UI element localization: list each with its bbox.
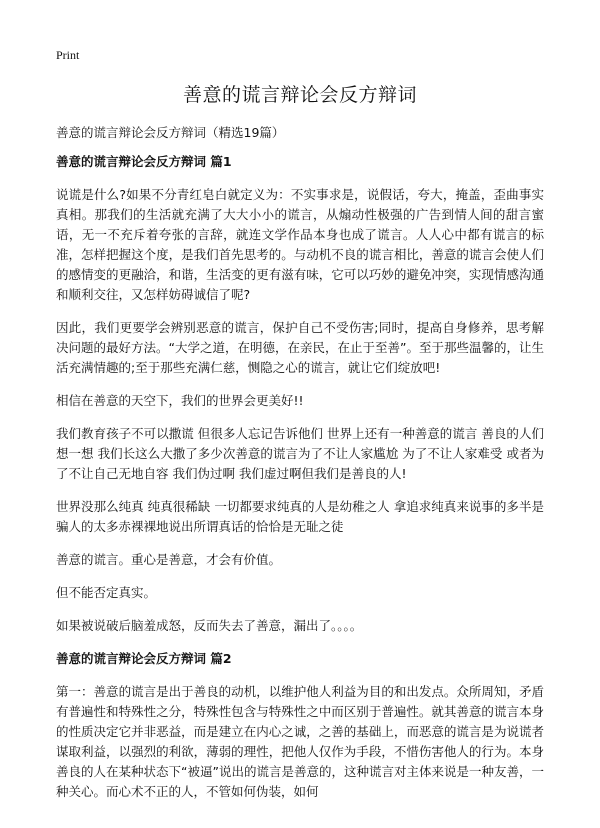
section-heading-2: 善意的谎言辩论会反方辩词 篇2 xyxy=(56,651,232,666)
document-subtitle: 善意的谎言辩论会反方辩词（精选19篇） xyxy=(56,125,285,140)
paragraph: 我们教育孩子不可以撒谎 但很多人忘记告诉他们 世界上还有一种善意的谎言 善良的人们想一想 我们长这么大撒了多少次善意的谎言为了不让人家尴尬 为了不让人家难受 或者为了不让自己无地自容 我们伪过啊 我们虚过啊但我们是善良的人! xyxy=(56,426,544,481)
page-title: 善意的谎言辩论会反方辩词 xyxy=(182,84,417,106)
paragraph: 世界没那么纯真 纯真很稀缺 一切都要求纯真的人是幼稚之人 拿追求纯真来说事的多半是骗人的太多赤裸裸地说出所谓真话的恰恰是无耻之徒 xyxy=(56,499,544,534)
paragraph: 说谎是什么?如果不分青红皂白就定义为：不实事求是，说假话，夸大，掩盖，歪曲事实真相。那我们的生活就充满了大大小小的谎言，从煽动性极强的广告到情人间的甜言蜜语，无一不充斥着夸张的言辞，就连文学作品本身也成了谎言。人人心中都有谎言的标准，怎样把握这个度，是我们首先思考的。与动机不良的谎言相比，善意的谎言会使人们的感情变的更融洽，和谐，生活变的更有滋有味，它可以巧妙的避免冲突，实现情感沟通和顺利交往，又怎样妨碍诚信了呢? xyxy=(56,187,544,302)
paragraph: 但不能否定真实。 xyxy=(56,585,157,600)
print-label[interactable]: Print xyxy=(56,48,80,62)
section-heading-1: 善意的谎言辩论会反方辩词 篇1 xyxy=(56,154,232,169)
document-body xyxy=(56,152,544,815)
paragraph: 因此，我们更要学会辨别恶意的谎言，保护自己不受伤害;同时，提高自身修养，思考解决问题的最好方法。“大学之道，在明德，在亲民，在止于至善”。至于那些温馨的，让生活充满情趣的;至于那些充满仁慈，恻隐之心的谎言，就让它们绽放吧! xyxy=(56,320,544,375)
paragraph: 善意的谎言。重心是善意，才会有价值。 xyxy=(56,552,282,567)
paragraph: 如果被说破后脑羞成怒，反而失去了善意，漏出了。。。。 xyxy=(56,618,363,633)
paragraph: 相信在善意的天空下，我们的世界会更美好!! xyxy=(56,393,304,408)
paragraph: 第一：善意的谎言是出于善良的动机，以维护他人利益为目的和出发点。众所周知，矛盾有普遍性和特殊性之分，特殊性包含与特殊性之中而区别于普遍性。就其善意的谎言本身的性质决定它并非恶益，而是建立在内心之诚，之善的基础上，而恶意的谎言是为说谎者谋取利益，以强烈的利欲，薄弱的理性，把他人仅作为手段，不惜伤害他人的行为。本身善良的人在某种状态下“被逼”说出的谎言是善意的，这种谎言对主体来说是一种友善，一种关心。而心术不正的人，不管如何伪装，如何 xyxy=(56,684,544,799)
